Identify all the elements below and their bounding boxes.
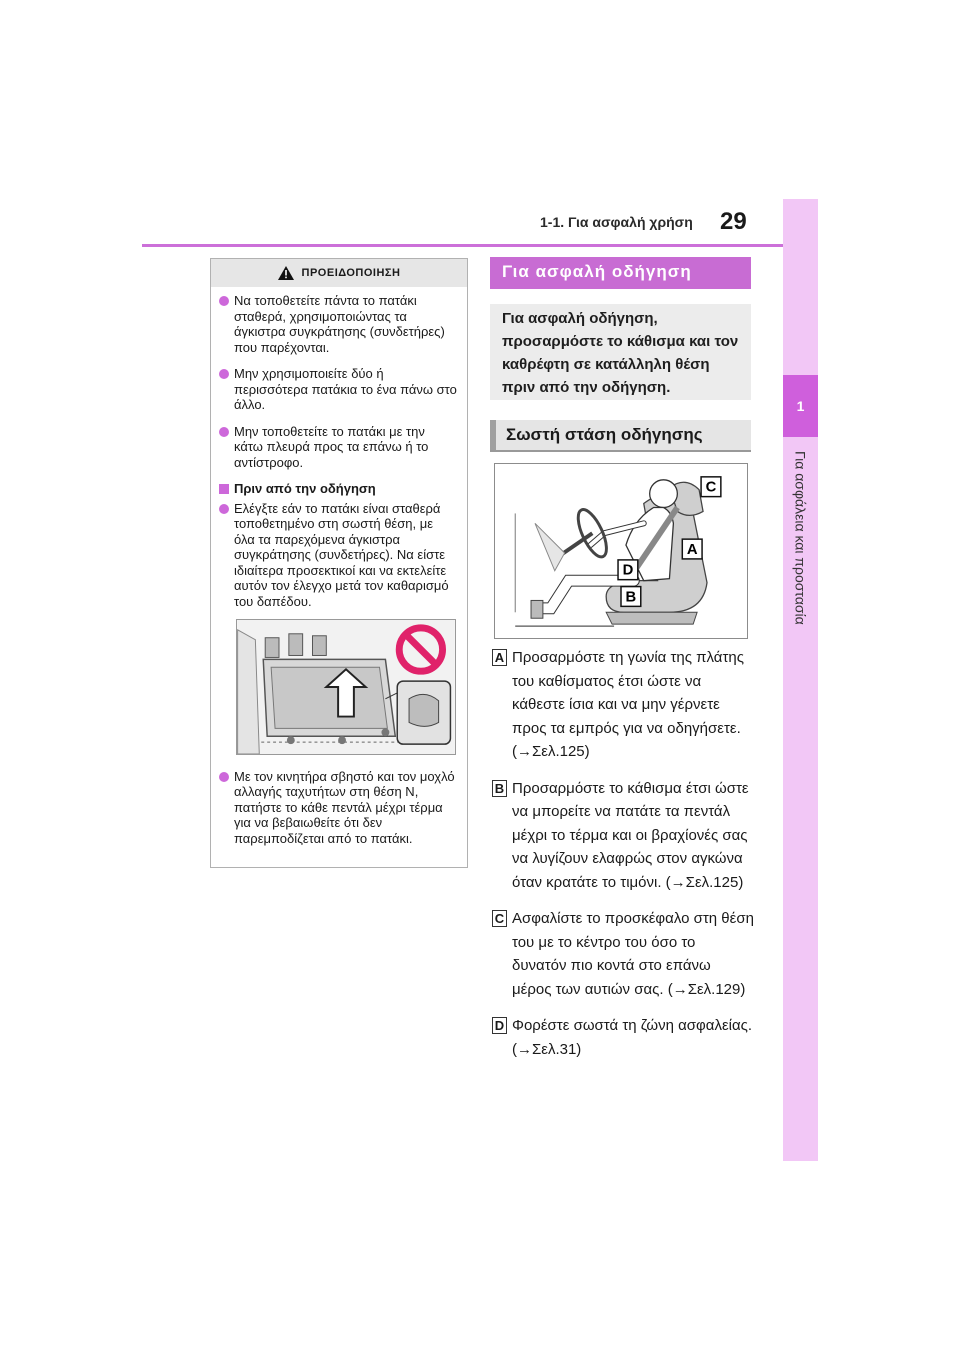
running-header-section: 1-1. Για ασφαλή χρήση [540, 214, 693, 230]
warning-title: ΠΡΟΕΙΔΟΠΟΙΗΣΗ [301, 267, 401, 279]
figure-label-c: C [705, 479, 717, 496]
callout-letter: A [492, 649, 507, 666]
chapter-label: Για ασφάλεια και προστασία [792, 451, 809, 625]
warning-bullet [219, 366, 457, 413]
chapter-number: 1 [783, 375, 818, 437]
subsection-rule [490, 450, 751, 452]
bullet-dot-icon [219, 772, 229, 782]
warning-subheading [219, 481, 457, 497]
warning-triangle-icon [278, 266, 294, 280]
bullet-dot-icon [219, 296, 229, 306]
warning-bullet-text: Να τοποθετείτε πάντα το πατάκι σταθερά, χρησιμοποιώντας τα άγκιστρα συγκράτησης (συνδετήρες) που παρέχονται. [234, 293, 445, 355]
figure-label-d: D [622, 562, 634, 579]
warning-bullet-text: Ελέγξτε εάν το πατάκι είναι σταθερά τοποθετημένο στη σωστή θέση, με όλα τα παρεχόμενα άγκιστρα συγκράτησης (συνδετήρες). Να είστε ιδιαίτερα προσεκτικοί και να εκτελείτε αυτόν τον έλεγχο μετά τον καθαρισμό του δαπέδου. [234, 500, 449, 609]
callout-text: Προσαρμόστε το κάθισμα έτσι ώστε να μπορείτε να πατάτε τα πεντάλ μέχρι το τέρμα και οι βραχίονές σας να λυγίζουν ελαφρώς στον αγκώνα όταν κρατάτε το τιμόνι. (→Σελ.125) [512, 779, 749, 891]
callout-letter: B [492, 780, 507, 797]
floor-mat-illustration [236, 619, 456, 755]
callout-item [492, 1014, 754, 1061]
header-rule [142, 244, 784, 247]
page-number: 29 [720, 208, 747, 235]
warning-bullet [219, 501, 457, 610]
bullet-dot-icon [219, 504, 229, 514]
figure-label-a: A [686, 541, 698, 558]
subsection-title: Σωστή στάση οδήγησης [490, 420, 751, 451]
warning-bullet-text: Με τον κινητήρα σβηστό και τον μοχλό αλλαγής ταχυτήτων στη θέση N, πατήστε το κάθε πεντάλ μέχρι τέρμα για να βεβαιωθείτε ότι δεν παρεμποδίζεται από το πατάκι. [234, 768, 455, 846]
warning-header [211, 259, 467, 287]
chapter-side-tab [783, 199, 818, 1161]
callout-item [492, 777, 754, 895]
section-title: Για ασφαλή οδήγηση [490, 257, 751, 289]
callout-letter: C [492, 910, 507, 927]
warning-body [211, 287, 467, 846]
bullet-dot-icon [219, 427, 229, 437]
warning-bullet [219, 769, 457, 847]
callout-letter: D [492, 1017, 507, 1034]
callout-item [492, 907, 754, 1001]
warning-bullet-text: Μην τοποθετείτε το πατάκι με την κάτω πλευρά προς τα επάνω ή το αντίστροφο. [234, 423, 429, 470]
driving-posture-illustration [494, 463, 748, 639]
callout-item [492, 646, 754, 764]
figure-label-b: B [625, 589, 637, 606]
square-bullet-icon [219, 484, 229, 494]
callout-list [492, 646, 754, 1074]
callout-text: Ασφαλίστε το προσκέφαλο στη θέση του με το κέντρο του όσο το δυνατόν πιο κοντά στο επάνω μέρος των αυτιών σας. (→Σελ.129) [512, 910, 754, 998]
callout-text: Φορέστε σωστά τη ζώνη ασφαλείας. (→Σελ.31) [512, 1017, 753, 1058]
warning-subheading-text: Πριν από την οδήγηση [234, 481, 376, 496]
warning-bullet [219, 424, 457, 471]
callout-text: Προσαρμόστε τη γωνία της πλάτης του καθίσματος έτσι ώστε να κάθεστε ίσια και να μην γέρνετε προς τα εμπρός για να οδηγήσετε. (→Σελ.125) [512, 649, 744, 760]
warning-bullet-text: Μην χρησιμοποιείτε δύο ή περισσότερα πατάκια το ένα πάνω στο άλλο. [234, 366, 457, 412]
warning-box [210, 258, 468, 868]
intro-box: Για ασφαλή οδήγηση, προσαρμόστε το κάθισμα και τον καθρέφτη σε κατάλληλη θέση πριν από την οδήγηση. [490, 304, 751, 400]
bullet-dot-icon [219, 369, 229, 379]
warning-bullet [219, 293, 457, 355]
